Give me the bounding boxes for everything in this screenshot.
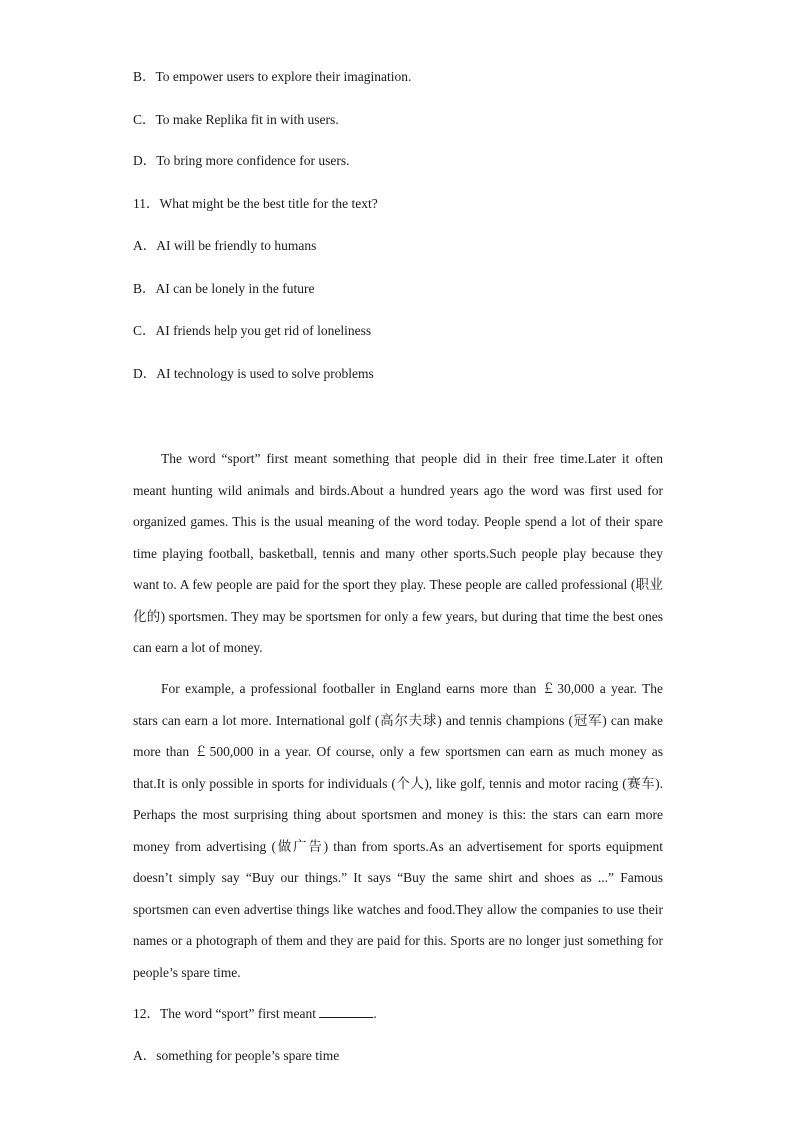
q10-option-c: C．To make Replika fit in with users. <box>133 112 339 127</box>
q11-option-b: B．AI can be lonely in the future <box>133 281 315 296</box>
passage-paragraph-1 <box>133 443 663 664</box>
q11-option-c: C．AI friends help you get rid of loneliness <box>133 323 372 338</box>
q11-stem: 11．What might be the best title for the text? <box>133 196 378 211</box>
q11-option-a: A．AI will be friendly to humans <box>133 238 317 253</box>
q11-option-d: D．AI technology is used to solve problems <box>133 366 374 381</box>
passage-paragraph-2-text: For example, a professional footballer in England earns more than ￡30,000 a year. The stars can earn a lot more. International golf (高尔夫球) and tennis champions (冠军) can make more than ￡500,000 in a year. Of course, only a few sportsmen can earn as much money as that.It is only possible in sports for individuals (个人), like golf, tennis and motor racing (赛车). Perhaps the most surprising thing about sportsmen and money is this: the stars can earn more money from advertising (做广告) than from sports.As an advertisement for sports equipment doesn’t simply say “Buy our things.” It says “Buy the same shirt and shoes as ...” Famous sportsmen can even advertise things like watches and food.They allow the companies to use their names or a photograph of them and they are paid for this. Sports are no longer just something for people’s spare time. <box>133 681 663 980</box>
q12-stem <box>133 1005 377 1023</box>
passage-paragraph-2 <box>133 673 663 988</box>
q10-option-d: D．To bring more confidence for users. <box>133 153 350 168</box>
q10-option-b: B．To empower users to explore their imagination. <box>133 69 412 84</box>
passage-paragraph-1-text: The word “sport” first meant something that people did in their free time.Later it often meant hunting wild animals and birds.About a hundred years ago the word was first used for organized games. This is the usual meaning of the word today. People spend a lot of their spare time playing football, basketball, tennis and many other sports.Such people play because they want to. A few people are paid for the sport they play. These people are called professional (职业化的) sportsmen. They may be sportsmen for only a few years, but during that time the best ones can earn a lot of money. <box>133 451 663 655</box>
answer-blank <box>319 1005 373 1018</box>
q12-stem-end: . <box>373 1006 377 1021</box>
q12-option-a: A．something for people’s spare time <box>133 1048 340 1063</box>
q12-stem-text: 12．The word “sport” first meant <box>133 1006 316 1021</box>
